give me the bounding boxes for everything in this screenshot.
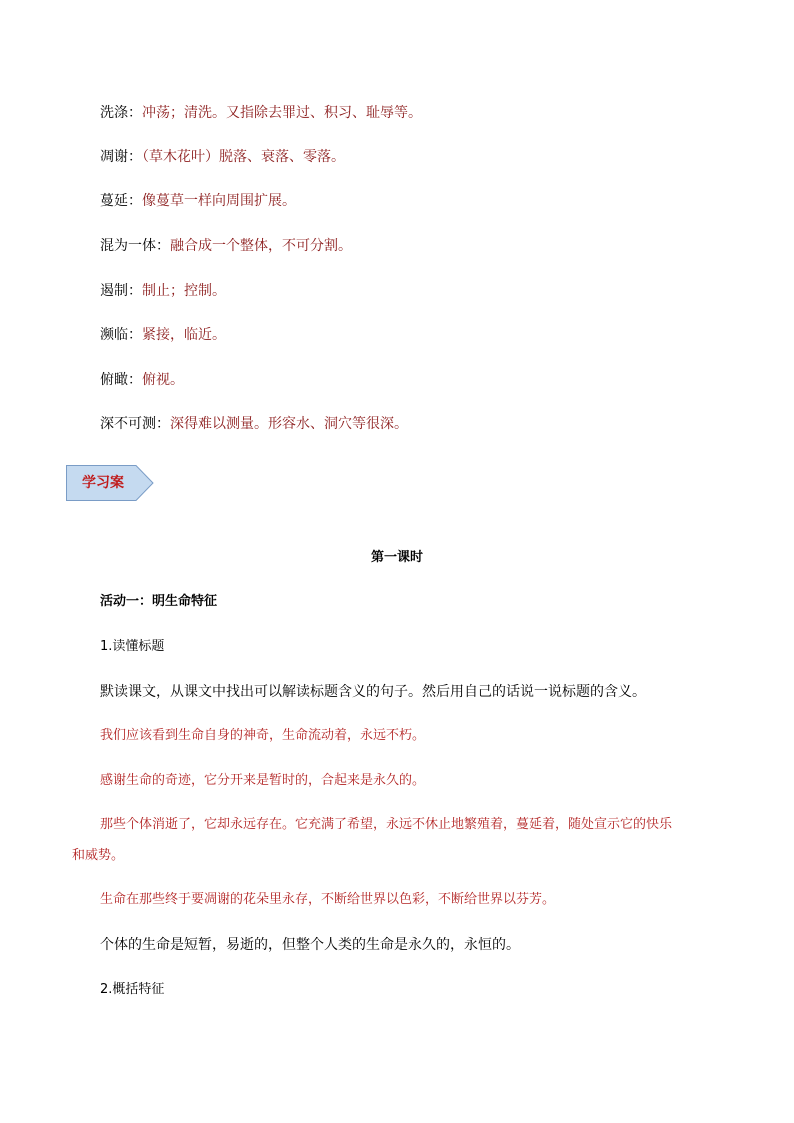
quote-line: 感谢生命的奇迹，它分开来是暂时的，合起来是永久的。 <box>100 773 426 788</box>
glossary-definition: 紧接，临近。 <box>142 327 226 343</box>
glossary-definition: 深得难以测量。形容水、洞穴等很深。 <box>170 416 408 432</box>
glossary-item <box>100 147 345 167</box>
glossary-definition: 俯视。 <box>142 372 184 388</box>
glossary-term: 蔓延： <box>100 193 142 209</box>
section-title: 第一课时 <box>370 550 423 565</box>
glossary-item <box>100 370 184 390</box>
glossary-item <box>100 325 226 345</box>
activity-title: 活动一：明生命特征 <box>100 594 218 609</box>
step-1-title: 1.读懂标题 <box>100 639 165 654</box>
glossary-item <box>100 191 296 211</box>
glossary-definition: 融合成一个整体，不可分割。 <box>170 238 352 254</box>
glossary-term: 遏制： <box>100 283 142 299</box>
glossary-definition: 制止；控制。 <box>142 283 226 299</box>
glossary-term: 俯瞰： <box>100 372 142 388</box>
step-2-title: 2.概括特征 <box>100 982 165 997</box>
glossary-term: 混为一体： <box>100 238 170 254</box>
glossary-term: 凋谢： <box>100 149 142 165</box>
glossary-term: 濒临： <box>100 327 142 343</box>
glossary-definition: 冲荡；清洗。又指除去罪过、积习、耻辱等。 <box>142 105 422 121</box>
glossary-definition: 像蔓草一样向周围扩展。 <box>142 193 296 209</box>
glossary-definition: （草木花叶）脱落、衰落、零落。 <box>142 149 345 165</box>
quote-line: 那些个体消逝了，它却永远存在。它充满了希望，永远不休止地繁殖着，蔓延着，随处宣示它的快乐 <box>100 817 673 832</box>
quote-line: 我们应该看到生命自身的神奇，生命流动着，永远不朽。 <box>100 728 426 743</box>
banner-label: 学习案 <box>82 475 124 491</box>
glossary-item <box>100 103 422 123</box>
step-1-instruction: 默读课文，从课文中找出可以解读标题含义的句子。然后用自己的话说一说标题的含义。 <box>100 684 646 700</box>
quote-line-continuation: 和威势。 <box>72 848 125 863</box>
section-banner <box>66 465 154 501</box>
glossary-item <box>100 414 408 434</box>
glossary-term: 深不可测： <box>100 416 170 432</box>
quote-line: 生命在那些终于要凋谢的花朵里永存，不断给世界以色彩，不断给世界以芬芳。 <box>100 892 556 907</box>
glossary-item <box>100 281 226 301</box>
glossary-item <box>100 236 352 256</box>
summary-text: 个体的生命是短暂，易逝的，但整个人类的生命是永久的，永恒的。 <box>100 937 520 953</box>
glossary-term: 洗涤： <box>100 105 142 121</box>
